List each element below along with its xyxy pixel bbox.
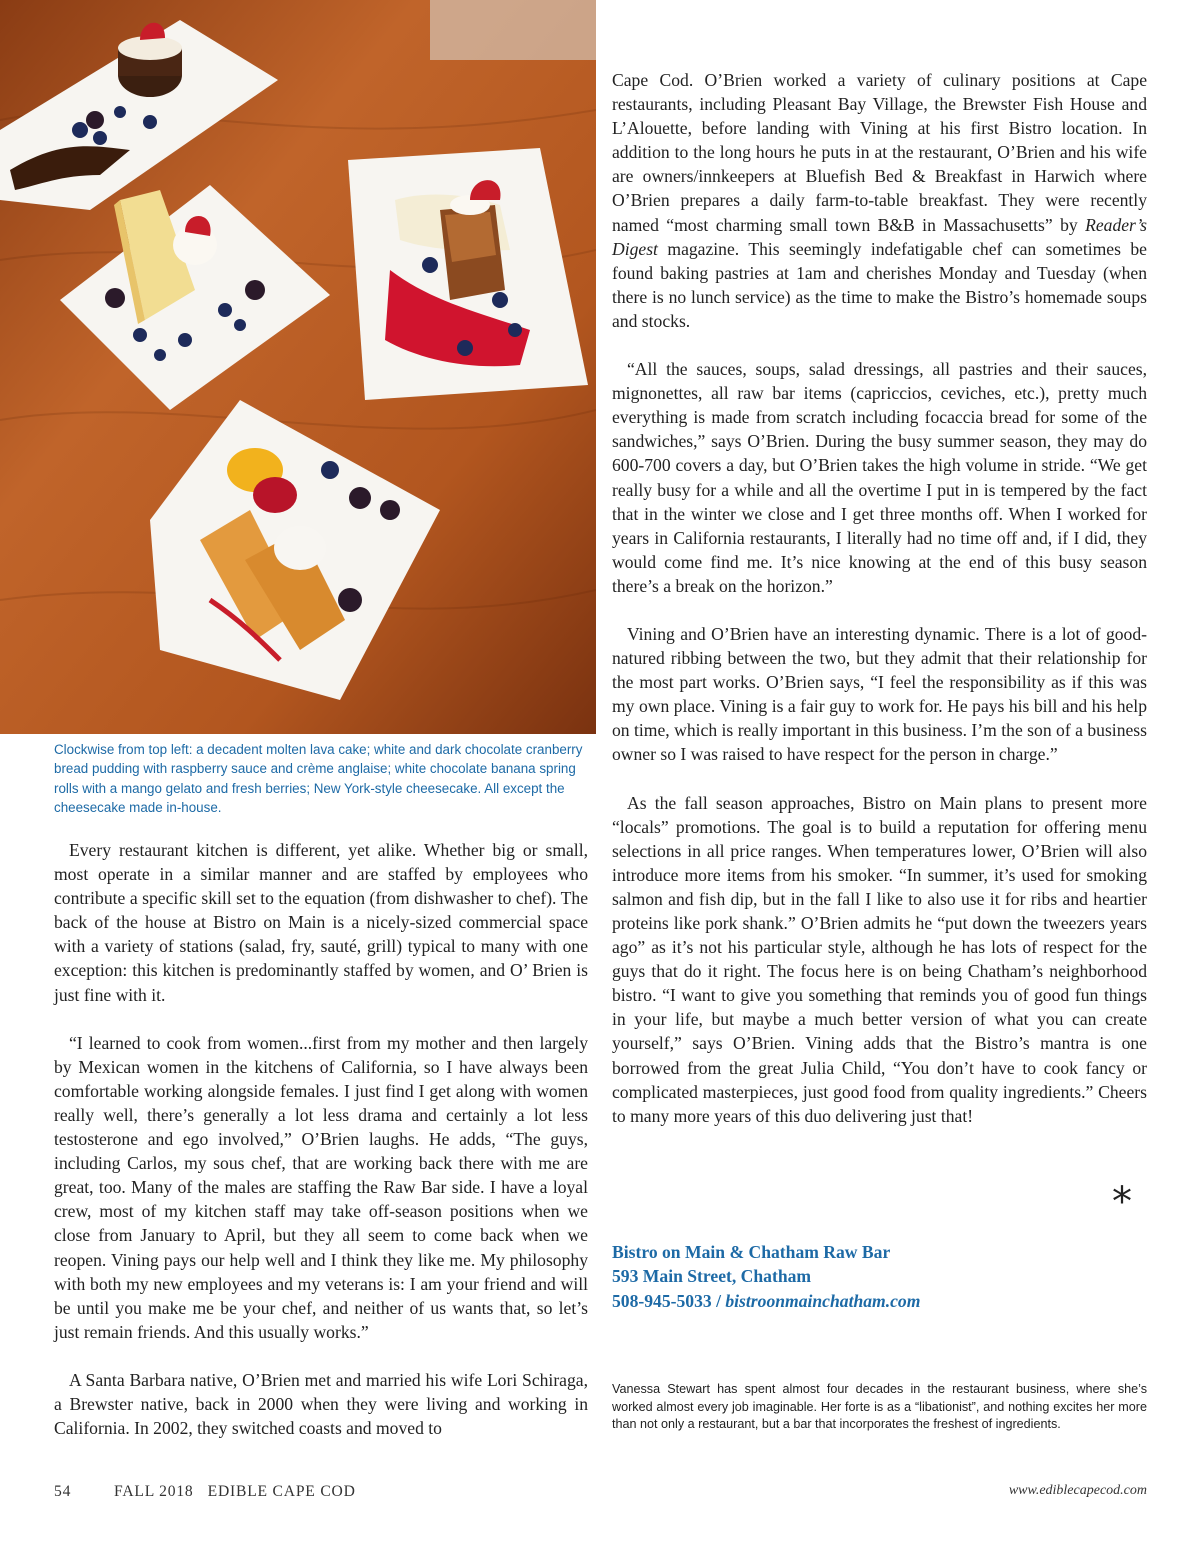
paragraph	[612, 68, 1147, 333]
restaurant-phone: 508-945-5033 /	[612, 1290, 726, 1311]
photo-caption: Clockwise from top left: a decadent molten lava cake; white and dark chocolate cranberry bread pudding with raspberry sauce and crème anglaise; white chocolate banana spring rolls with a mango gelato and fresh berries; New York-style cheesecake. All except the cheesecake made in-house.	[54, 742, 583, 816]
restaurant-address: 593 Main Street, Chatham	[612, 1266, 812, 1287]
restaurant-name: Bistro on Main & Chatham Raw Bar	[612, 1242, 891, 1262]
paragraph: “I learned to cook from women...first from my mother and then largely by Mexican women in the kitchens of California, so I have always been comfortable working alongside females. I just find I get along with women really well, there’s generally a lot less drama and certainly a lot less testosterone and ego involved,” O’Brien laughs. He adds, “The guys, including Carlos, my sous chef, that are working back there with me are great, too. Many of the males are staffing the Raw Bar side. I have a loyal crew, most of my kitchen staff may take off-season positions when we close from January to April, but they all seem to come back when we reopen. Vining pays our help well and I think they like me. My philosophy with both my new employees and my veterans is: I am your friend and will be until you make me be your chef, and neither of us wants that, so let’s just remain friends. And this usually works.”	[54, 1032, 588, 1342]
paragraph: “All the sauces, soups, salad dressings, all pastries and their sauces, mignonettes, all raw bar items (capriccios, ceviches, etc.), pretty much everything is made from scratch including focaccia bread for some of the sandwiches,” says O’Brien. During the busy summer season, they may do 600-700 covers a day, but O’Brien takes the high volume in stride. “We get really busy for a while and all the overtime I put in is tempered by the fact that in the winter we close and I get three months off. When I worked for years in California restaurants, I literally had no time off and, if I did, they would come find me. It’s nice knowing at the end of this busy season there’s a break on the horizon.”	[612, 359, 1147, 596]
publication-title: Reader’s Digest	[612, 214, 1147, 259]
dessert-photo-illustration	[0, 0, 596, 734]
paragraph-text: magazine. This seemingly indefatigable chef can sometimes be found baking pastries at 1am and cherishes Monday and Tuesday (when there is no lunch service) as the time to make the Bistro’s homemade soups and stocks.	[612, 238, 1147, 331]
restaurant-website-link[interactable]: bistroonmainchatham.com	[725, 1290, 921, 1311]
restaurant-contact	[612, 1240, 1152, 1313]
page-footer	[54, 1483, 1147, 1507]
magazine-url-link[interactable]: www.ediblecapecod.com	[1008, 1483, 1147, 1498]
end-mark-icon: *	[1112, 1179, 1132, 1225]
paragraph: As the fall season approaches, Bistro on Main plans to present more “locals” promotions. The goal is to build a reputation for offering menu selections in all price ranges. When temperatures lower, O’Brien will also introduce more items from his smoker. “In summer, it’s used for smoking salmon and fish dip, but in the fall I like to also use it for ribs and heartier proteins like pork shank.” O’Brien admits he “put down the tweezers years ago” as it’s not his particular style, although he has lots of respect for the guys that do it right. The focus here is on being Chatham’s neighborhood bistro. “I want to give you something that reminds you of good fun things in your life, but maybe a much better version of what you can create yourself,” says O’Brien. Vining adds that the Bistro’s mantra is one borrowed from the great Julia Child, “You don’t have to cook fancy or complicated masterpieces, just good food from quality ingredients.” Cheers to many more years of this duo delivering just that!	[612, 792, 1147, 1126]
paragraph: A Santa Barbara native, O’Brien met and married his wife Lori Schiraga, a Brewster native, back in 2000 when they were living and working in California. In 2002, they switched coasts and moved to	[54, 1369, 588, 1439]
page-number: 54	[54, 1483, 72, 1500]
left-column	[54, 838, 588, 1440]
issue-label: FALL 2018 EDIBLE CAPE COD	[114, 1483, 356, 1500]
paragraph: Vining and O’Brien have an interesting dynamic. There is a lot of good-natured ribbing between the two, but they admit that their relationship for the most part works. O’Brien says, “I feel the responsibility as if this was my own place. Vining is a fair guy to work for. He pays his bill and his help on time, which is really important in this business. I’m the son of a business owner so I was raised to have respect for the person in charge.”	[612, 623, 1147, 765]
paragraph: Every restaurant kitchen is different, yet alike. Whether big or small, most operate in a similar manner and are staffed by employees who contribute a specific skill set to the equation (from dishwasher to chef). The back of the house at Bistro on Main is a nicely-sized commercial space with a variety of stations (salad, fry, sauté, grill) typical to many with one exception: this kitchen is predominantly staffed by women, and O’ Brien is just fine with it.	[54, 840, 588, 1005]
paragraph-text: Cape Cod. O’Brien worked a variety of culinary positions at Cape restaurants, including Pleasant Bay Village, the Brewster Fish House and L’Alouette, before landing with Vining at his first Bistro location. In addition to the long hours he puts in at the restaurant, O’Brien and his wife are owners/innkeepers at Bluefish Bed & Breakfast in Harwich where O’Brien prepares a daily farm-to-table breakfast. They were recently named “most charming small town B&B in Massachusetts” by	[612, 70, 1147, 235]
dessert-photo	[0, 0, 596, 734]
author-bio: Vanessa Stewart has spent almost four decades in the restaurant business, where she’s worked almost every job imaginable. Her forte is as a “libationist”, and nothing excites her more than not only a restaurant, but a bar that incorporates the freshest of ingredients.	[612, 1382, 1147, 1432]
restaurant-phone-web	[612, 1289, 1152, 1313]
right-column	[612, 68, 1147, 1128]
